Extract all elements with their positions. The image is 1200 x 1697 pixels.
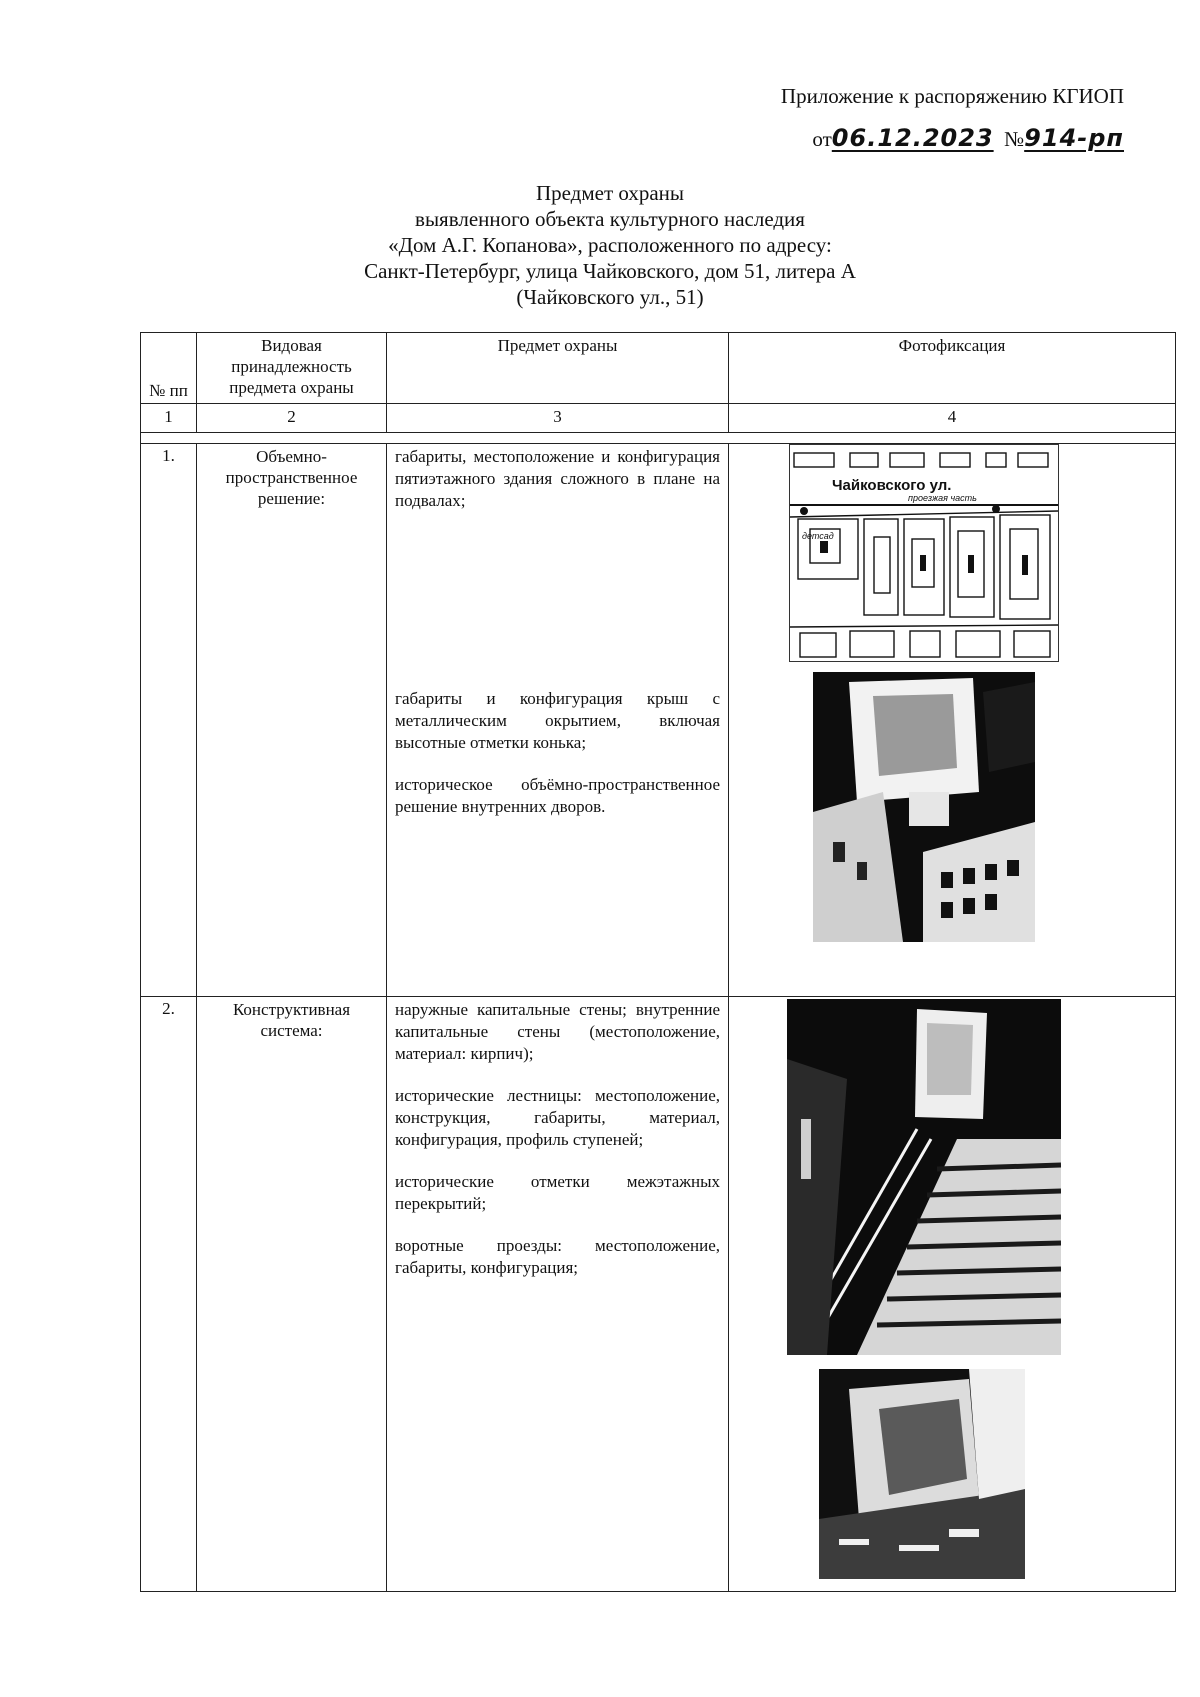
subject-paragraph: габариты, местоположение и конфигурация пятиэтажного здания сложного в плане на подвалах;: [395, 447, 720, 510]
subject-paragraph: воротные проезды: местоположение, габариты, конфигурация;: [395, 1236, 720, 1277]
title-line: Предмет охраны: [535, 181, 685, 205]
row-photos: [729, 997, 1176, 1592]
header-type: Видовая принадлежность предмета охраны: [197, 333, 387, 404]
subject-paragraph: историческое объёмно-пространственное решение внутренних дворов.: [395, 775, 720, 816]
table-row: [141, 444, 1176, 997]
table-header-row: [141, 333, 1176, 404]
appendix-heading: Приложение к распоряжению КГИОП: [780, 84, 1124, 108]
table-gap-row: [141, 433, 1176, 444]
document-title: [300, 180, 920, 310]
staircase-photo: [787, 999, 1061, 1355]
subject-paragraph: исторические лестницы: местоположение, конструкция, габариты, материал, конфигурация, профиль ступеней;: [395, 1086, 720, 1149]
staircase-photo-image: [787, 999, 1061, 1355]
order-number: 914-рп: [1024, 124, 1124, 152]
roof-photo: [813, 672, 1035, 942]
order-date: 06.12.2023: [831, 124, 994, 152]
header-num: № пп: [141, 333, 197, 404]
table-index-row: [141, 404, 1176, 433]
index-cell: 4: [729, 404, 1176, 433]
order-line: [812, 124, 1124, 152]
subject-paragraph: исторические отметки межэтажных перекрытий;: [395, 1172, 720, 1213]
header-subject: Предмет охраны: [387, 333, 729, 404]
roof-photo-image: [813, 672, 1035, 942]
site-plan-map: [789, 444, 1059, 662]
header-photo: Фотофиксация: [729, 333, 1176, 404]
row-type: Конструктивная система:: [197, 997, 387, 1592]
protection-subject-table: [140, 332, 1176, 1592]
subject-paragraph: габариты и конфигурация крыш с металлическим окрытием, включая высотные отметки конька;: [395, 689, 720, 752]
order-date-prefix: от: [812, 127, 832, 151]
index-cell: 3: [387, 404, 729, 433]
title-line: (Чайковского ул., 51): [516, 285, 704, 309]
gateway-photo-image: [819, 1369, 1025, 1579]
index-cell: 2: [197, 404, 387, 433]
order-number-prefix: №: [1004, 127, 1025, 151]
map-label: детсад: [802, 531, 834, 541]
row-number: 1.: [141, 444, 197, 997]
row-subject: [387, 997, 729, 1592]
gateway-photo: [819, 1369, 1025, 1579]
subject-paragraph: наружные капитальные стены; внутренние капитальные стены (местоположение, материал: кирпич);: [395, 1000, 720, 1063]
row-type: Объемно-пространственное решение:: [197, 444, 387, 997]
title-line: выявленного объекта культурного наследия: [415, 207, 805, 231]
map-label: проезжая часть: [908, 493, 977, 503]
index-cell: 1: [141, 404, 197, 433]
row-photos: [729, 444, 1176, 997]
title-line: «Дом А.Г. Копанова», расположенного по адресу:: [388, 233, 832, 257]
map-street-label: Чайковского ул.: [832, 477, 952, 494]
row-subject: [387, 444, 729, 997]
row-number: 2.: [141, 997, 197, 1592]
table-row: [141, 997, 1176, 1592]
title-line: Санкт-Петербург, улица Чайковского, дом 51, литера А: [364, 259, 856, 283]
